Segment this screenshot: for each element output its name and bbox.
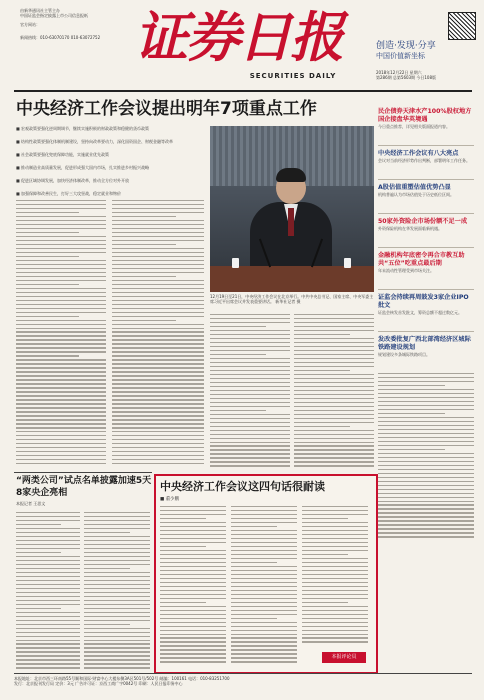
footer-line: 发行：北京报刊发行局 定价：3元 广告许可证：京西工商广字0042号 印刷：人民日报印务中心: [14, 681, 183, 686]
body-text-column: [160, 506, 226, 666]
bullet-item: ■ 促进区域协调发展，加快经济体制改革，推动全方位对外开放: [16, 178, 130, 183]
masthead-info: [20, 8, 138, 40]
lead-bullets: [16, 126, 204, 204]
bullet-item: ■ 结构性政策要强化体制机制建设，坚持向改革要动力，深化国资国企、财税金融等改革: [16, 139, 174, 144]
digest-body: 证监会核发首发批文，筹资总额不超过数亿元。: [378, 310, 462, 315]
body-text-column: [378, 373, 474, 543]
bullet-item: ■ 推动制造业高质量发展，促进形成强大国内市场，扎实推进乡村振兴战略: [16, 165, 150, 170]
digest-item[interactable]: [378, 108, 474, 139]
qr-code-icon: [448, 12, 476, 40]
newspaper-logo-english: SECURITIES DAILY: [249, 72, 337, 80]
photo-tie: [288, 208, 294, 236]
newspaper-logo: 证券日报: [134, 5, 342, 69]
digest-body: 今日重点推荐，详见相关版面报道内容。: [378, 124, 450, 129]
body-text-column: [16, 512, 80, 670]
digest-item[interactable]: [378, 336, 474, 367]
issue-line: 第286期 总第5603期 今日108版: [376, 75, 436, 80]
masthead-info-line: 中国证监会指定披露上市公司信息报纸: [20, 13, 88, 18]
masthead-info-line: 新闻热线：010-63070170 010-63072752: [20, 35, 101, 40]
section-rule: [14, 472, 152, 473]
body-text-column: [302, 506, 368, 648]
body-text-column: [210, 314, 290, 470]
digest-body: 规划建设多条城际铁路项目。: [378, 352, 430, 357]
divider: [378, 179, 474, 180]
footer: [14, 676, 472, 696]
bullet-item: ■ 社会政策要强化兜底保障功能，实施就业优先政策: [16, 152, 110, 157]
lead-photo: [210, 126, 374, 292]
digest-body: 外资保险机构在华发展面临新机遇。: [378, 226, 442, 231]
photo-desk: [210, 266, 374, 292]
digest-title: A股估值重塑估值优势凸显: [378, 184, 451, 191]
subslogan: 中国价值新坐标: [376, 52, 425, 60]
divider: [378, 213, 474, 214]
photo-caption: 12月19日至21日，中央经济工作会议在北京举行。中共中央总书记、国家主席、中央军委主席习近平出席会议并发表重要讲话。 新华社记者 摄: [210, 294, 374, 304]
body-text-column: [16, 200, 106, 468]
digest-item[interactable]: [378, 294, 474, 325]
body-text-column: [84, 512, 150, 670]
digest-item[interactable]: [378, 218, 474, 241]
digest-title: 发改委批复广西北部湾经济区城际铁路建设规划: [378, 336, 471, 351]
digest-title: 证监会持续再周鼓发3家企业IPO批文: [378, 294, 469, 309]
body-text-column: [112, 200, 204, 468]
second-headline: “两类公司”试点名单披露加速5天8家央企亮相: [16, 476, 152, 498]
masthead-info-line: 由新华通讯社主管主办: [20, 8, 60, 13]
digest-body: 会议对当前经济形势作出判断，部署明年工作任务。: [378, 158, 470, 163]
lead-headline: 中央经济工作会议提出明年7项重点工作: [16, 99, 317, 119]
divider: [378, 331, 474, 332]
cup-icon: [344, 258, 351, 268]
slogan: 创造·发现·分享: [376, 41, 436, 51]
digest-item[interactable]: [378, 150, 474, 173]
cup-icon: [232, 258, 239, 268]
masthead-rule: [14, 90, 472, 92]
commentary-title: 中央经济工作会议这四句话很耐读: [160, 480, 325, 493]
body-text-column: [294, 314, 374, 470]
footer-line: 本报地址：北京市西三环南路55号顺和国际·财富中心大楼东侧3A区501号/502号 邮编：100161 电话：010-83251700: [14, 676, 230, 681]
digest-title: 50家外资险企市场份额不足一成: [378, 218, 468, 225]
footer-rule: [14, 673, 472, 674]
photo-hair: [276, 168, 306, 182]
digest-title: 民企债券天津水产100%股权地方国企接盘华英境遇: [378, 108, 472, 123]
divider: [378, 247, 474, 248]
digest-body: 机构普遍认为市场估值处于历史低位区间。: [378, 192, 454, 197]
masthead-info-line: 官方网站：: [20, 22, 40, 27]
dateline: [376, 70, 476, 80]
masthead: [0, 0, 484, 90]
body-text-column: [231, 506, 297, 666]
news-digest-column: [378, 108, 474, 543]
second-story-author: 本报记者 王思文: [16, 501, 46, 506]
digest-item[interactable]: [378, 184, 474, 207]
bullet-item: ■ 加强保障和改善民生，打好三大攻坚战，稳定就业和物价: [16, 191, 122, 196]
commentary-author: ■ 董少鹏: [160, 497, 180, 502]
divider: [378, 145, 474, 146]
digest-title: 金融机构年底密令再合市教互助共“五位”吃重点最后期: [378, 252, 465, 267]
divider: [378, 289, 474, 290]
bullet-item: ■ 宏观政策要强化逆周期调节，继续实施积极的财政政策和稳健的货币政策: [16, 126, 150, 131]
digest-body: 年末流动性管理受到市场关注。: [378, 268, 434, 273]
digest-item[interactable]: [378, 252, 474, 283]
digest-title: 中央经济工作会议有八大亮点: [378, 150, 459, 157]
commentary-stamp: 本报评论员: [322, 652, 366, 663]
date-line: 2018年12月22日 星期六: [376, 70, 422, 75]
